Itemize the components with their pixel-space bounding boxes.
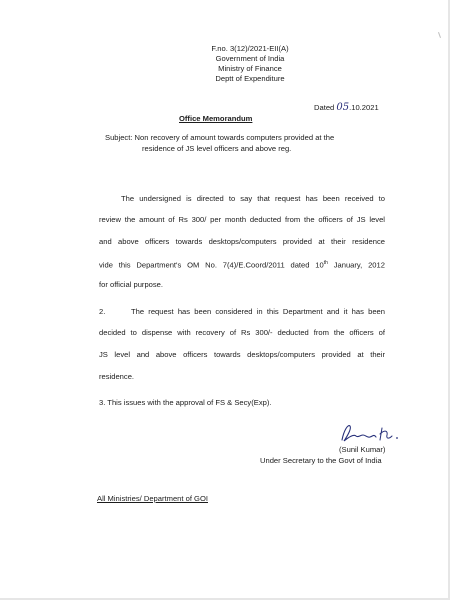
signatory-designation: Under Secretary to the Govt of India (260, 456, 382, 465)
dated-line (314, 103, 379, 113)
para1-line-4-pre: vide this Department's OM No. 7(4)/E.Coord/2011 dated 10 (99, 260, 324, 270)
department-line: Deptt of Expenditure (215, 74, 285, 83)
dated-prefix: Dated (314, 103, 337, 112)
government-line: Government of India (215, 54, 285, 63)
dated-suffix: .10.2021 (349, 103, 379, 112)
para1-line-4-sup: th (323, 260, 328, 266)
memo-title: Office Memorandum (179, 114, 253, 123)
para1-line-2: review the amount of Rs 300/ per month deducted from the officers of JS level (99, 215, 385, 224)
para1-line-4 (99, 258, 385, 271)
subject-line-1: Subject: Non recovery of amount towards computers provided at the (105, 133, 335, 142)
recipient: All Ministries/ Department of GOI (97, 494, 208, 503)
file-number: F.no. 3(12)/2021-EII(A) (211, 44, 289, 53)
para2-number: 2. (99, 307, 106, 316)
para1-line-3: and above officers towards desktops/computers provided at their residence (99, 237, 385, 246)
scan-mark (438, 32, 441, 38)
dated-day-handwritten: 05 (336, 102, 350, 113)
para2-line-4: residence. (99, 372, 135, 381)
handwritten-signature (336, 420, 406, 446)
signatory-name: (Sunil Kumar) (339, 445, 386, 454)
ministry-line: Ministry of Finance (218, 64, 282, 73)
para2-line-3: JS level and above officers towards desktops/computers provided at their (99, 350, 385, 359)
para2-line-1: The request has been considered in this Department and it has been (131, 307, 385, 316)
para1-line-5: for official purpose. (99, 280, 164, 289)
para1-line-4-post: January, 2012 (327, 260, 385, 270)
para2-line-2: decided to dispense with recovery of Rs 300/- deducted from the officers of (99, 328, 385, 337)
para1-line-1: The undersigned is directed to say that request has been received to (121, 194, 385, 203)
para3: 3. This issues with the approval of FS & Secy(Exp). (99, 398, 272, 407)
subject-line-2: residence of JS level officers and above reg. (142, 144, 292, 153)
